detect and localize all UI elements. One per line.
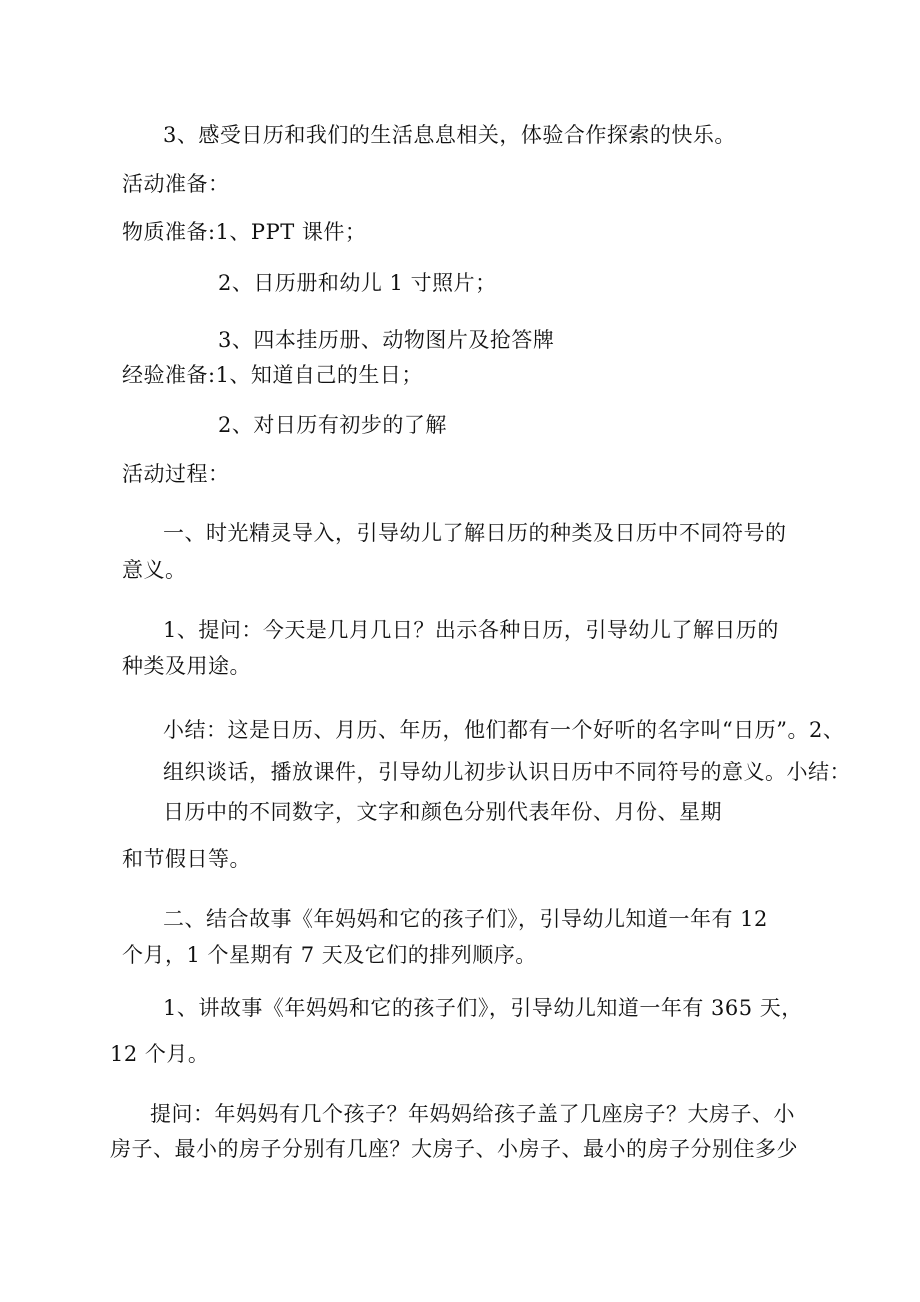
question-line-2: 房子、最小的房子分别有几座？大房子、小房子、最小的房子分别住多少	[110, 1137, 798, 1161]
experience-preparation-1: 经验准备:1、知道自己的生日；	[122, 363, 423, 387]
section-1-line-1: 一、时光精灵导入，引导幼儿了解日历的种类及日历中不同符号的	[163, 521, 787, 545]
story-line-2: 12 个月。	[110, 1042, 210, 1066]
summary-line-1: 小结：这是日历、月历、年历，他们都有一个好听的名字叫“日历”。2、	[163, 718, 845, 742]
heading-activity-preparation: 活动准备：	[122, 172, 230, 196]
step-1-line-2: 种类及用途。	[122, 654, 251, 678]
summary-line-4: 和节假日等。	[122, 847, 251, 871]
section-2-line-1: 二、结合故事《年妈妈和它的孩子们》，引导幼儿知道一年有 12	[163, 907, 768, 931]
summary-line-3: 日历中的不同数字，文字和颜色分别代表年份、月份、星期	[163, 800, 722, 824]
material-preparation-2: 2、日历册和幼儿 1 寸照片；	[218, 271, 497, 295]
heading-activity-process: 活动过程：	[122, 462, 230, 486]
section-2-line-2: 个月，1 个星期有 7 天及它们的排列顺序。	[122, 943, 537, 967]
step-1-line-1: 1、提问：今天是几月几日？出示各种日历，引导幼儿了解日历的	[163, 618, 779, 642]
story-line-1: 1、讲故事《年妈妈和它的孩子们》，引导幼儿知道一年有 365 天，	[163, 996, 803, 1020]
section-1-line-2: 意义。	[122, 558, 187, 582]
material-preparation-1: 物质准备:1、PPT 课件；	[122, 220, 367, 244]
experience-preparation-2: 2、对日历有初步的了解	[218, 413, 447, 437]
objective-3: 3、感受日历和我们的生活息息相关，体验合作探索的快乐。	[163, 123, 736, 147]
question-line-1: 提问：年妈妈有几个孩子？年妈妈给孩子盖了几座房子？大房子、小	[150, 1102, 795, 1126]
summary-line-2: 组织谈话，播放课件，引导幼儿初步认识日历中不同符号的意义。小结：	[163, 760, 851, 784]
material-preparation-3: 3、四本挂历册、动物图片及抢答牌	[218, 328, 555, 352]
